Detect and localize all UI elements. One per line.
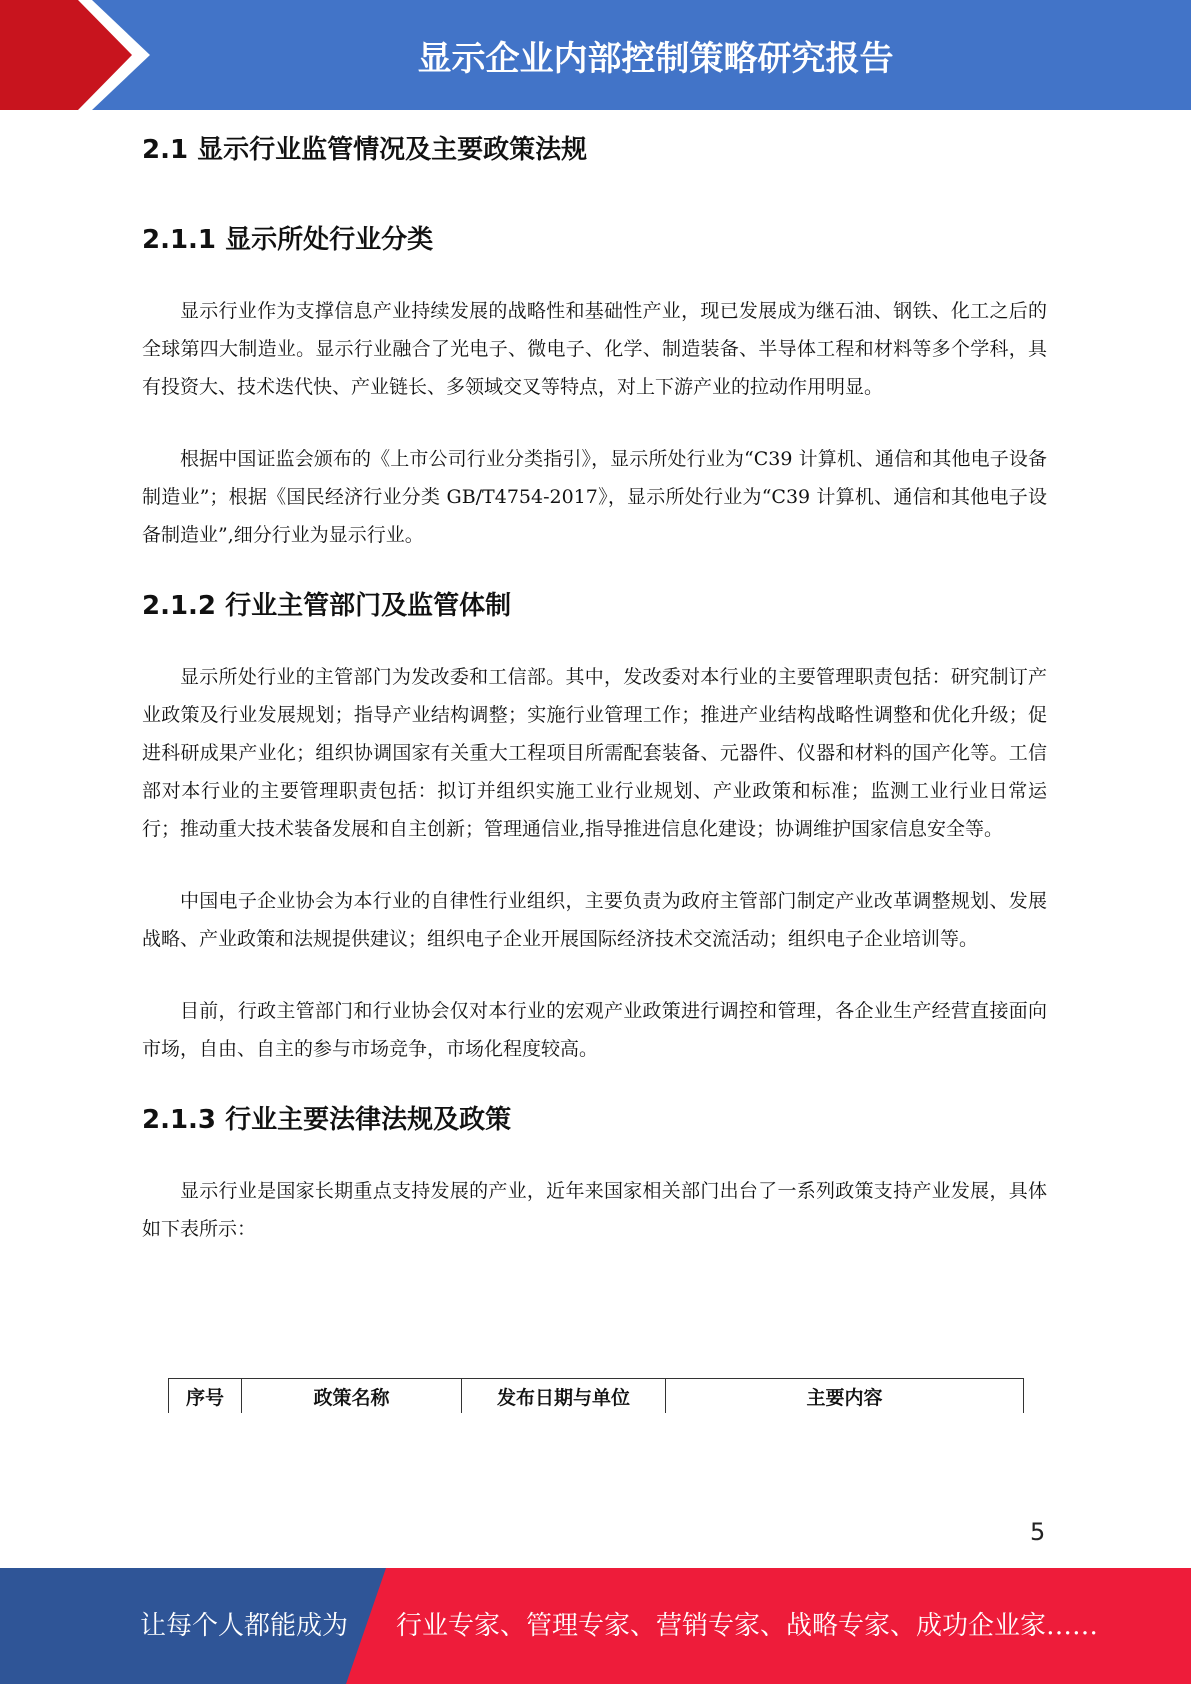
paragraph: 显示行业是国家长期重点支持发展的产业，近年来国家相关部门出台了一系列政策支持产业发展，具体如下表所示： xyxy=(142,1180,1047,1240)
column-header-index: 序号 xyxy=(169,1379,242,1414)
paragraph: 中国电子企业协会为本行业的自律性行业组织，主要负责为政府主管部门制定产业改革调整规划、发展战略、产业政策和法规提供建议；组织电子企业开展国际经济技术交流活动；组织电子企业培训等。 xyxy=(142,890,1047,950)
paragraph: 显示所处行业的主管部门为发改委和工信部。其中，发改委对本行业的主要管理职责包括：研究制订产业政策及行业发展规划；指导产业结构调整；实施行业管理工作；推进产业结构战略性调整和优化升级；促进科研成果产业化；组织协调国家有关重大工程项目所需配套装备、元器件、仪器和材料的国产化等。工信部对本行业的主要管理职责包括：拟订并组织实施工业行业规划、产业政策和标准；监测工业行业日常运行；推动重大技术装备发展和自主创新；管理通信业,指导推进信息化建设；协调维护国家信息安全等。 xyxy=(142,666,1047,840)
table-header-row xyxy=(169,1379,1024,1414)
section-heading-2-1: 2.1 显示行业监管情况及主要政策法规 xyxy=(142,135,588,165)
section-heading-2-1-3: 2.1.3 行业主要法律法规及政策 xyxy=(142,1105,512,1135)
footer-banner xyxy=(0,1568,1191,1684)
column-header-policy-name: 政策名称 xyxy=(242,1379,462,1414)
section-heading-2-1-1: 2.1.1 显示所处行业分类 xyxy=(142,225,434,255)
section-heading-2-1-2: 2.1.2 行业主管部门及监管体制 xyxy=(142,591,512,621)
footer-slogan-right: 行业专家、管理专家、营销专家、战略专家、成功企业家…… xyxy=(396,1611,1099,1641)
paragraph: 目前，行政主管部门和行业协会仅对本行业的宏观产业政策进行调控和管理，各企业生产经营直接面向市场，自由、自主的参与市场竞争，市场化程度较高。 xyxy=(142,1000,1047,1060)
page-content xyxy=(142,122,1047,1248)
header-banner xyxy=(0,0,1191,110)
paragraph: 根据中国证监会颁布的《上市公司行业分类指引》，显示所处行业为“C39 计算机、通信和其他电子设备制造业”；根据《国民经济行业分类 GB/T4754-2017》，显示所处行业为“C39 计算机、通信和其他电子设备制造业”,细分行业为显示行业。 xyxy=(142,448,1047,546)
column-header-content: 主要内容 xyxy=(666,1379,1024,1414)
footer-slogan-left: 让每个人都能成为 xyxy=(140,1611,349,1641)
policy-table xyxy=(168,1378,1024,1413)
paragraph: 显示行业作为支撑信息产业持续发展的战略性和基础性产业，现已发展成为继石油、钢铁、化工之后的全球第四大制造业。显示行业融合了光电子、微电子、化学、制造装备、半导体工程和材料等多个学科，具有投资大、技术迭代快、产业链长、多领域交叉等特点，对上下游产业的拉动作用明显。 xyxy=(142,300,1047,398)
page-number: 5 xyxy=(1030,1518,1046,1546)
column-header-date-unit: 发布日期与单位 xyxy=(462,1379,666,1414)
header-red-arrow-icon xyxy=(0,0,150,110)
report-title: 显示企业内部控制策略研究报告 xyxy=(417,38,894,79)
